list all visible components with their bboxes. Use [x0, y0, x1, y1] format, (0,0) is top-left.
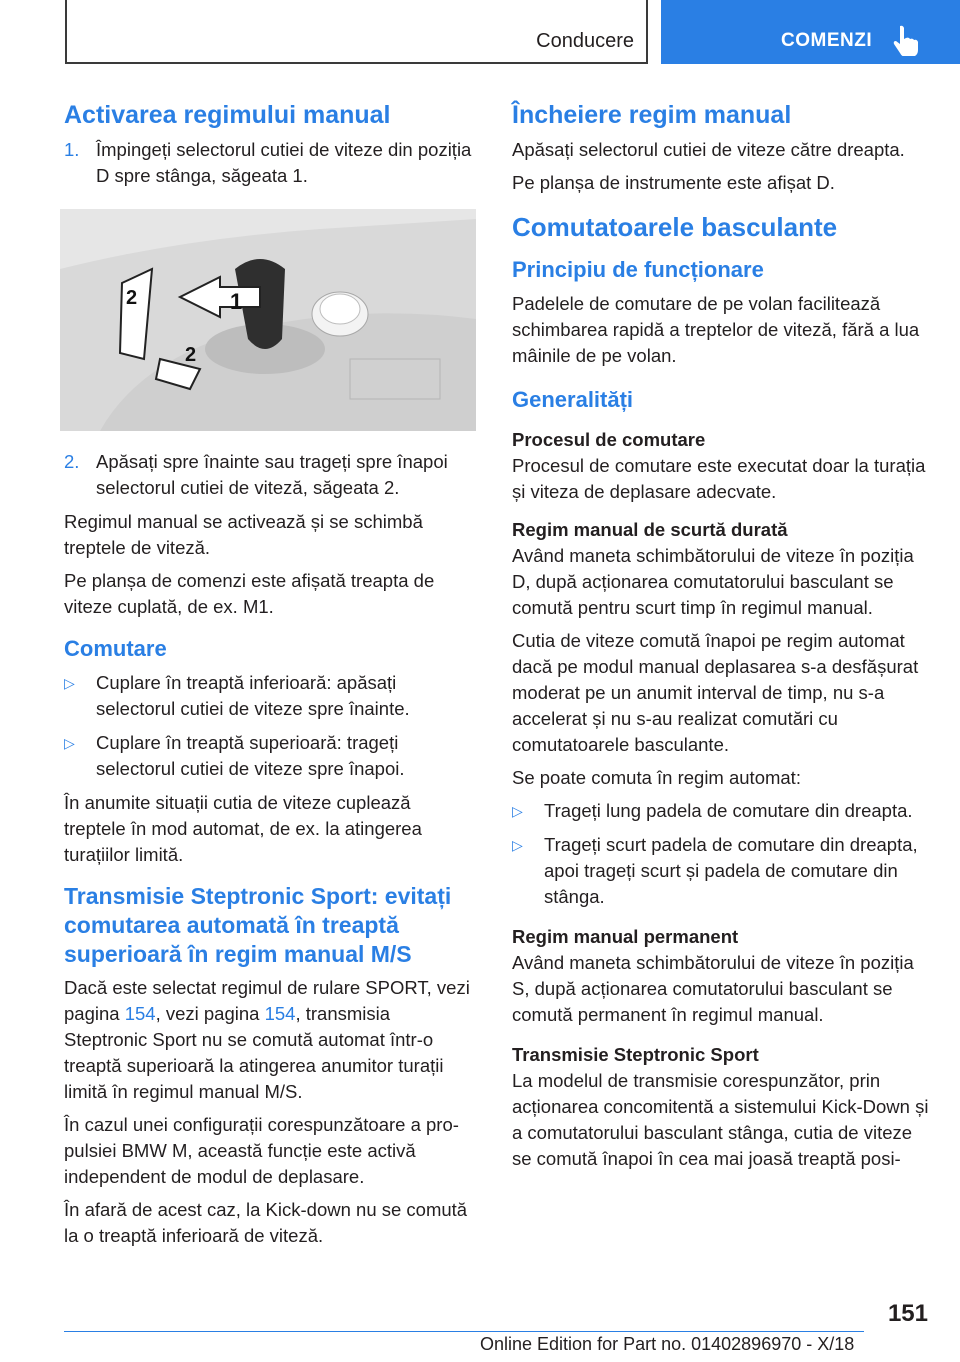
heading-general: Generalități	[512, 387, 634, 412]
text: Dacă este selectat regimul de rulare SPORT, vezi pagina	[64, 977, 470, 1024]
heading-principle: Principiu de funcționare	[512, 257, 764, 282]
paragraph: În cazul unei configurații corespunzătoare a pro-pulsiei BMW M, această funcție este activă independent de modul de deplasare.	[64, 1114, 459, 1187]
page-number: 151	[887, 1300, 928, 1327]
step-text: Apăsați spre înainte sau trageți spre înapoi selectorul cutiei de viteză, săgeata 2.	[96, 451, 448, 498]
bullet-item	[512, 798, 932, 824]
bullet-text: Trageți lung padela de comutare din dreapta.	[544, 800, 913, 821]
page-link-154[interactable]: 154	[124, 1003, 156, 1024]
bullet-text: Cuplare în treaptă inferioară: apăsați selectorul cutiei de viteze spre înainte.	[96, 672, 410, 719]
paragraph: Pe planșa de instrumente este afișat D.	[512, 172, 835, 193]
subheading-permanent-manual: Regim manual permanent	[512, 926, 739, 947]
step-1	[64, 137, 476, 189]
step-number: 1.	[64, 139, 80, 160]
heading-end-manual: Încheiere regim manual	[512, 101, 792, 129]
paragraph-sport-mode	[64, 975, 476, 1105]
paragraph: Cutia de viteze comută înapoi pe regim automat dacă pe modul manual deplasarea s-a desfășurat moderat pe un anumit interval de timp, nu s-a accelerat și nu s-au realizat comutări cu comutatoarele basculante.	[512, 630, 919, 755]
section-tab	[65, 0, 648, 64]
triangle-bullet-icon: ▷	[512, 803, 523, 819]
paragraph: La modelul de transmisie corespunzător, prin acționarea concomitentă a sistemului Kick-Down și a comutatorului basculant stânga, cutia de viteze se comută înapoi în cea mai joasă treaptă posi-	[512, 1070, 929, 1169]
paragraph: Având maneta schimbătorului de viteze în poziția S, după acționarea comutatorului basculant se comută permanent în regimul manual.	[512, 952, 914, 1025]
right-column	[512, 100, 932, 1179]
triangle-bullet-icon: ▷	[64, 735, 75, 751]
step-number: 2.	[64, 451, 80, 472]
bullet-item	[512, 832, 932, 910]
bullet-text: Trageți scurt padela de comutare din dreapta, apoi trageți scurt și padela de comutare din stânga.	[544, 834, 918, 907]
chapter-tab	[661, 0, 960, 64]
paragraph: Procesul de comutare este executat doar la turația și viteza de deplasare adecvate.	[512, 455, 926, 502]
paragraph: În afară de acest caz, la Kick-down nu se comută la o treaptă inferioară de viteză.	[64, 1199, 468, 1246]
arrow-2-label-bottom: 2	[185, 344, 197, 366]
heading-comutare: Comutare	[64, 636, 167, 661]
bullet-item	[64, 730, 476, 782]
gear-selector-illustration	[60, 209, 476, 431]
step-text: Împingeți selectorul cutiei de viteze din poziția D spre stânga, săgeata 1.	[96, 139, 472, 186]
left-column	[64, 100, 476, 1256]
text: , vezi pagina	[155, 1003, 265, 1024]
footer-divider	[64, 1331, 864, 1332]
hand-pointer-icon	[891, 24, 925, 56]
paragraph: În anumite situații cutia de viteze cuplează treptele în mod automat, de ex. la atingerea turațiilor limită.	[64, 792, 422, 865]
paragraph: Se poate comuta în regim automat:	[512, 767, 801, 788]
page-header	[0, 0, 960, 66]
arrow-1-label: 1	[230, 289, 243, 314]
triangle-bullet-icon: ▷	[64, 675, 75, 691]
bullet-item	[64, 670, 476, 722]
heading-steptronic-sport: Transmisie Steptronic Sport: evitați comutarea automată în treaptă superioară în regim manual M/S	[64, 883, 452, 967]
chapter-title: COMENZI	[781, 30, 873, 51]
section-title: Conducere	[536, 30, 634, 52]
heading-activate-manual: Activarea regimului manual	[64, 101, 391, 129]
edition-footer: Online Edition for Part no. 01402896970 - X/18	[480, 1334, 855, 1354]
bullet-text: Cuplare în treaptă superioară: trageți selectorul cutiei de viteze spre înapoi.	[96, 732, 405, 779]
subheading-short-manual: Regim manual de scurtă durată	[512, 519, 788, 540]
paragraph: Padelele de comutare de pe volan facilitează schimbarea rapidă a treptelor de viteză, fără a lua mâinile de pe volan.	[512, 293, 920, 366]
page-link-154-second[interactable]: 154	[264, 1003, 296, 1024]
gear-selector-drawing	[60, 209, 476, 431]
triangle-bullet-icon: ▷	[512, 837, 523, 853]
paragraph: Apăsați selectorul cutiei de viteze către dreapta.	[512, 139, 905, 160]
subheading-process: Procesul de comutare	[512, 429, 706, 450]
step-2	[64, 449, 476, 501]
paragraph: Având maneta schimbătorului de viteze în poziția D, după acționarea comutatorului basculant se comută pentru scurt timp în regimul manual.	[512, 545, 914, 618]
paragraph: Pe planșa de comenzi este afișată treapta de viteze cuplată, de ex. M1.	[64, 570, 435, 617]
subheading-steptronic-sport: Transmisie Steptronic Sport	[512, 1044, 759, 1065]
heading-paddles: Comutatoarele basculante	[512, 212, 838, 242]
arrow-2-label-top: 2	[126, 287, 138, 309]
text: , transmisia Steptronic Sport nu se comută automat într-o treaptă superioară la atingerea anumitor turații limită în regimul manual M/S.	[64, 1003, 444, 1102]
paragraph: Regimul manual se activează și se schimbă treptele de viteză.	[64, 511, 423, 558]
